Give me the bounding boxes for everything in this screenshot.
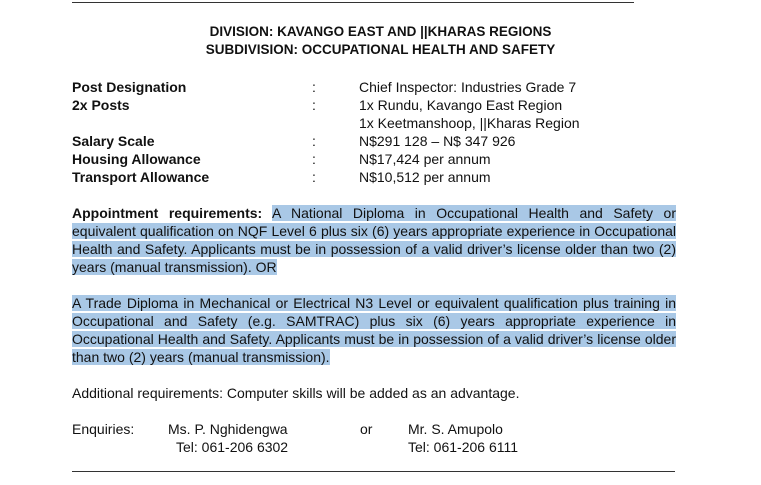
enquiries-or: or <box>360 421 373 437</box>
post-designation-value: Chief Inspector: Industries Grade 7 <box>359 79 577 95</box>
subdivision-heading: SUBDIVISION: OCCUPATIONAL HEALTH AND SAFETY <box>205 42 556 57</box>
appointment-requirements-paragraph <box>72 204 676 276</box>
transport-allowance-colon: : <box>312 169 316 185</box>
posts-label: 2x Posts <box>72 97 130 113</box>
top-divider <box>72 2 634 3</box>
posts-value-keetmanshoop: 1x Keetmanshoop, ||Kharas Region <box>359 115 580 131</box>
requirement-option-2-paragraph <box>72 294 676 366</box>
additional-requirements: Additional requirements: Computer skills will be added as an advantage. <box>72 385 520 401</box>
housing-allowance-value: N$17,424 per annum <box>359 151 491 167</box>
salary-scale-value: N$291 128 – N$ 347 926 <box>359 133 516 149</box>
salary-scale-label: Salary Scale <box>72 133 155 149</box>
transport-allowance-label: Transport Allowance <box>72 169 210 185</box>
housing-allowance-colon: : <box>312 151 316 167</box>
contact-2-name: Mr. S. Amupolo <box>408 421 503 437</box>
post-designation-label: Post Designation <box>72 79 187 95</box>
contact-2-tel: Tel: 061-206 6111 <box>408 439 519 455</box>
posts-colon: : <box>312 97 316 113</box>
housing-allowance-label: Housing Allowance <box>72 151 201 167</box>
posts-value-rundu: 1x Rundu, Kavango East Region <box>359 97 563 113</box>
appointment-requirements-label: Appointment requirements: <box>72 205 263 221</box>
post-designation-colon: : <box>312 79 316 95</box>
contact-1-name: Ms. P. Nghidengwa <box>168 421 288 437</box>
bottom-divider <box>72 471 675 472</box>
requirement-option-1: A National Diploma in Occupational Health and Safety or equivalent qualification on NQF Level 6 plus six (6) years appropriate experience in Occupational Health and Safety. Applicants must be in possession of a valid driver’s license older than two (2) years (manual transmission). OR <box>72 205 676 275</box>
division-heading: DIVISION: KAVANGO EAST AND ||KHARAS REGIONS <box>209 24 552 39</box>
salary-scale-colon: : <box>312 133 316 149</box>
requirement-option-2: A Trade Diploma in Mechanical or Electrical N3 Level or equivalent qualification plus training in Occupational and Safety (e.g. SAMTRAC) plus six (6) years appropriate experience in Occupational Health and Safety. Applicants must be in possession of a valid driver’s license older than two (2) years (manual transmission). <box>72 295 676 365</box>
contact-1-tel: Tel: 061-206 6302 <box>176 439 289 455</box>
enquiries-label: Enquiries: <box>72 421 135 437</box>
transport-allowance-value: N$10,512 per annum <box>359 169 491 185</box>
